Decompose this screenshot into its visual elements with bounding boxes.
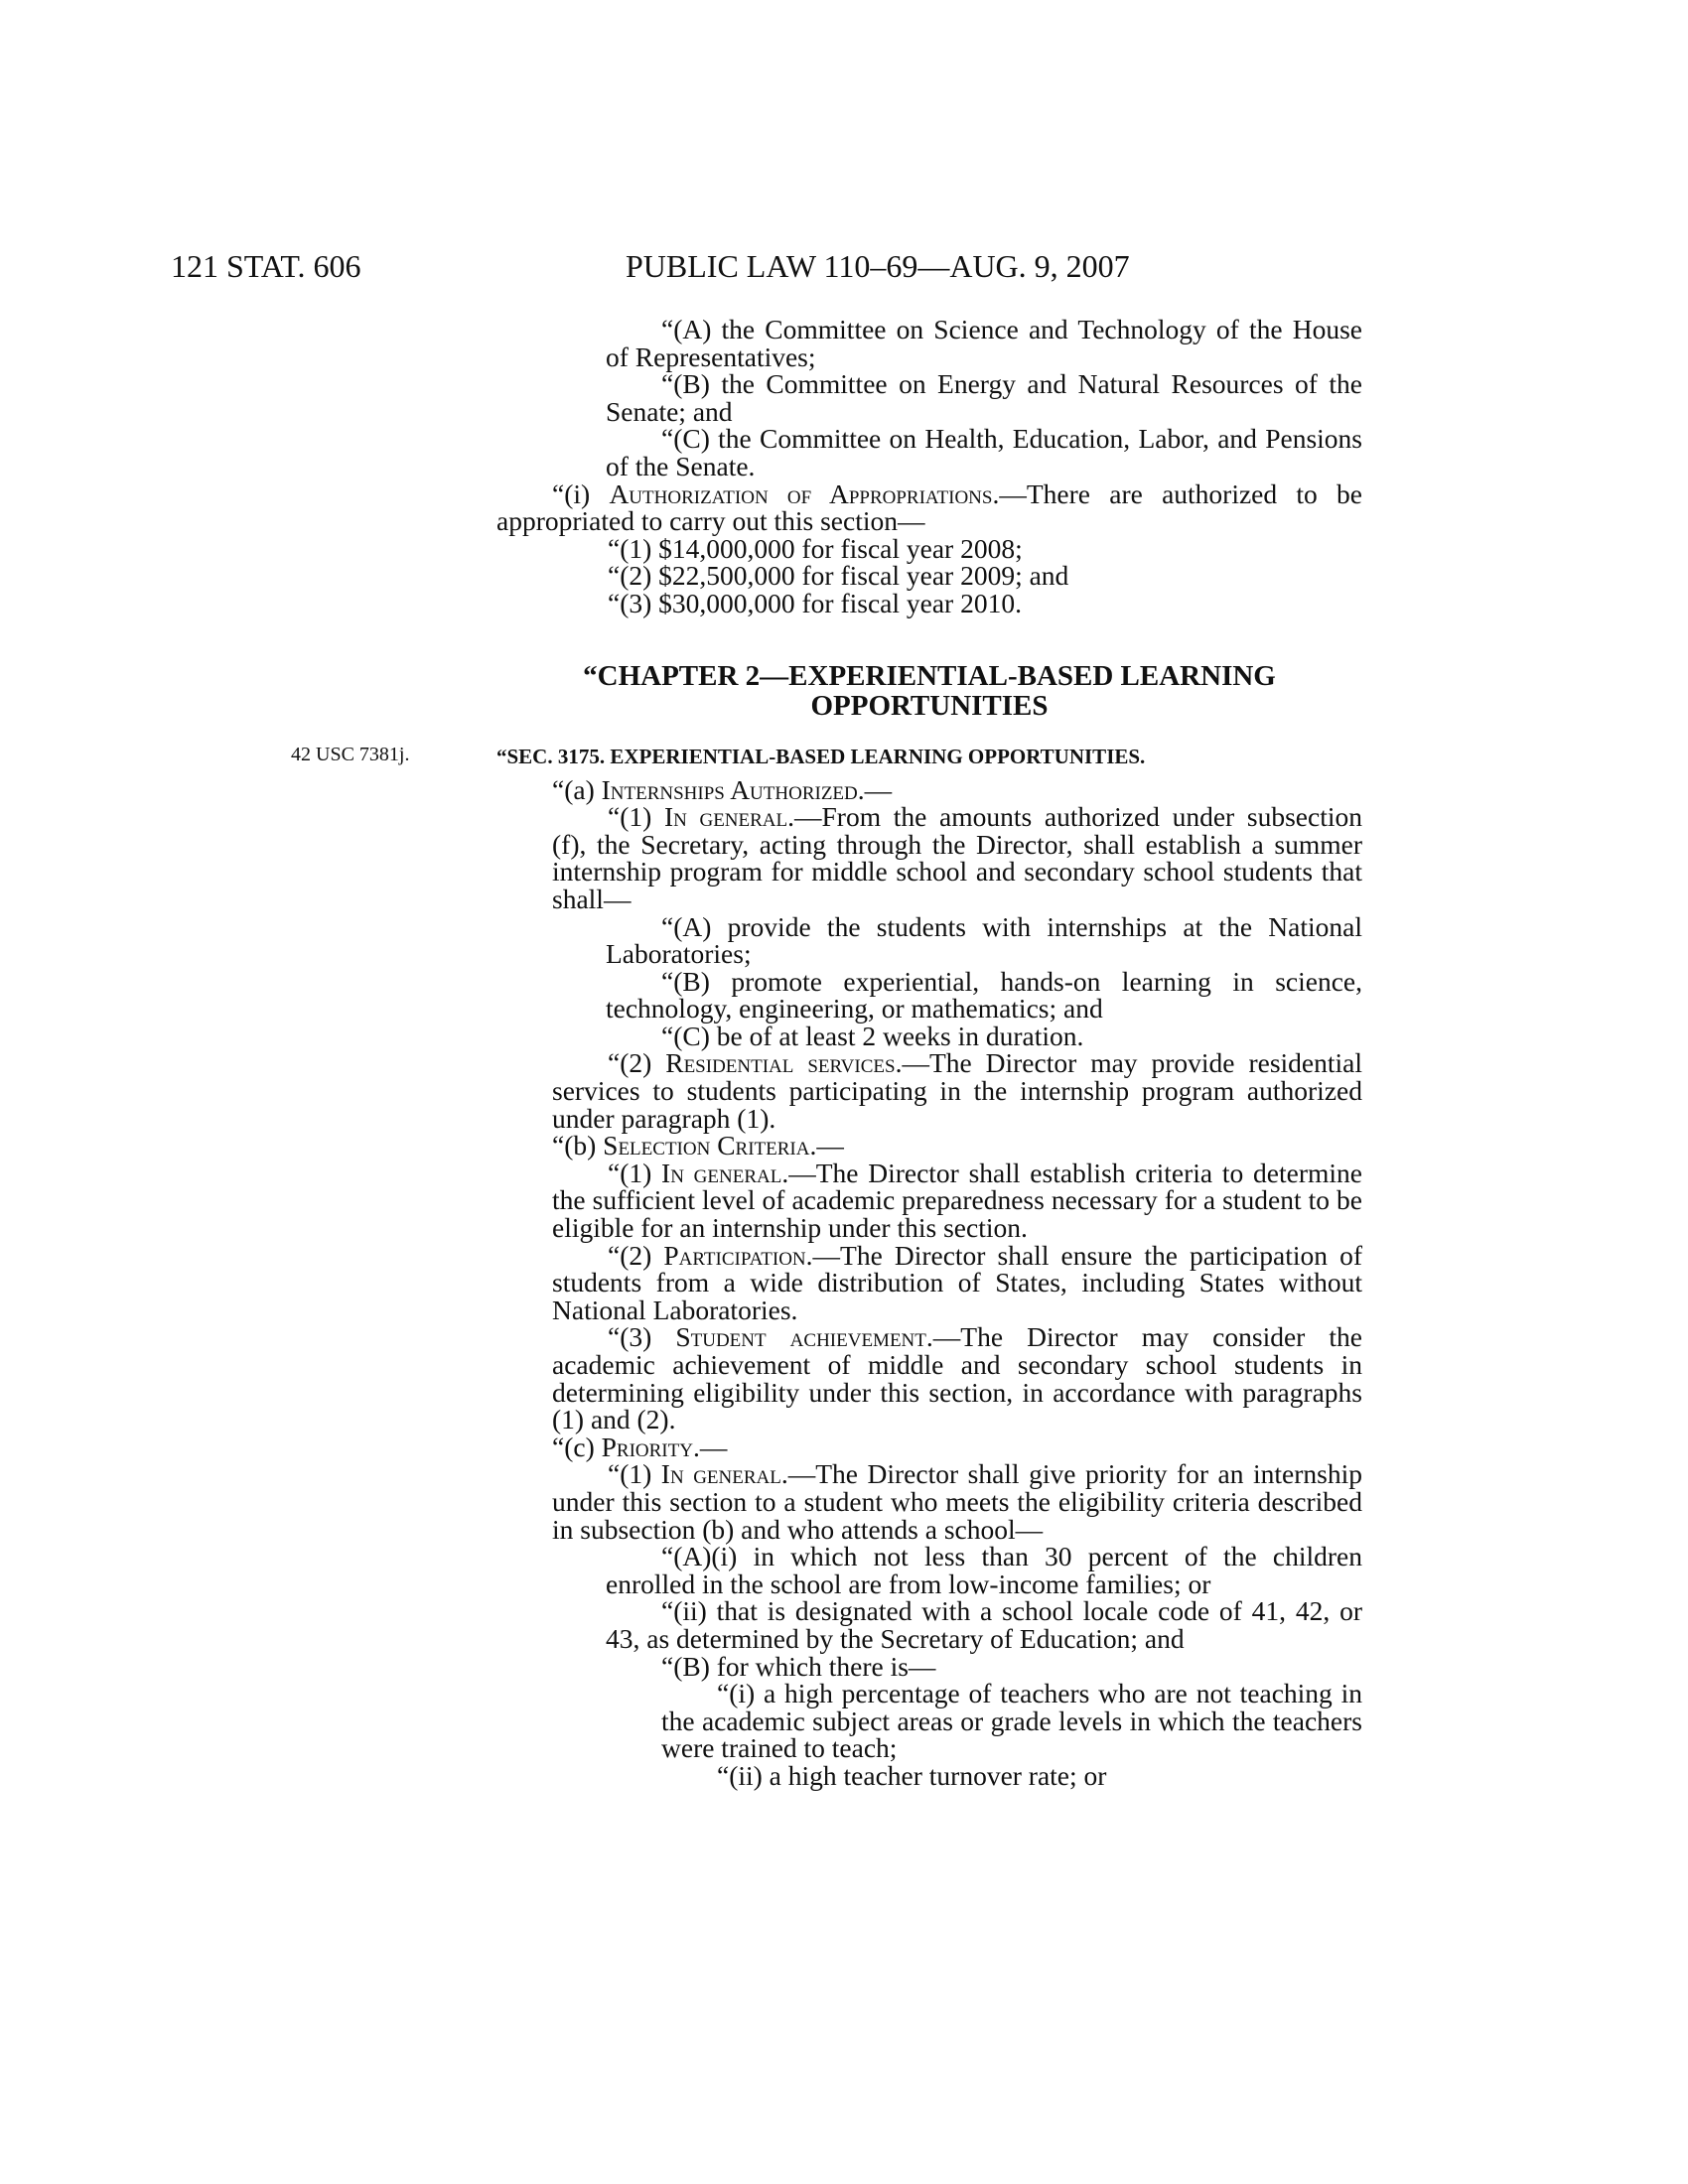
clause-c1-b-ii: “(ii) a high teacher turnover rate; or (717, 1759, 1107, 1791)
subsection-a-heading: “(a) Internships Authorized.— (552, 773, 893, 805)
authorization-heading: Authorization of Appropriations (609, 478, 993, 509)
paragraph-b3: “(3) Student achievement.—The Director may consider the academic achievement of middle and secondary school students in determining eligibility under this section, in accordance with paragraphs (1) and (2). (552, 1321, 1362, 1435)
authorization-paragraph: “(i) Authorization of Appropriations.—There are authorized to be appropriated to carry out this section— (496, 478, 1363, 537)
paragraph-b2: “(2) Participation.—The Director shall ensure the participation of students from a wide distribution of States, including States without National Laboratories. (552, 1239, 1362, 1325)
paragraph-a1-item: “(C) be of at least 2 weeks in duration. (661, 1020, 1084, 1051)
clause-c1-b-i: “(i) a high percentage of teachers who are not teaching in the academic subject areas or grade levels in which the teachers were trained to teach; (661, 1678, 1362, 1764)
clause-c1-b: “(B) for which there is— (661, 1650, 936, 1682)
paragraph-a1: “(1) In general.—From the amounts authorized under subsection (f), the Secretary, acting through the Director, shall establish a summer internship program for middle school and secondary school students that shall— (552, 801, 1362, 914)
paragraph-a1-item: “(A) provide the students with internships at the National Laboratories; (606, 910, 1362, 970)
appropriation-item: “(1) $14,000,000 for fiscal year 2008; (608, 532, 1023, 564)
committee-item-c: “(C) the Committee on Health, Education, Labor, and Pensions of the Senate. (606, 423, 1362, 481)
paragraph-c1: “(1) In general.—The Director shall give priority for an internship under this section to a student who meets the eligibility criteria described in subsection (b) and who attends a school— (552, 1458, 1362, 1545)
paragraph-a2: “(2) Residential services.—The Director may provide residential services to students participating in the internship program authorized under paragraph (1). (552, 1047, 1362, 1134)
paragraph-b1: “(1) In general.—The Director shall establish criteria to determine the sufficient level of academic preparedness necessary for a student to be eligible for an internship under this section. (552, 1157, 1362, 1244)
document-body (496, 316, 1362, 1790)
margin-citation: 42 USC 7381j. (291, 744, 410, 765)
section-heading: “SEC. 3175. EXPERIENTIAL-BASED LEARNING OPPORTUNITIES. (496, 744, 1146, 768)
clause-c1-a-i: “(A)(i) in which not less than 30 percent of the children enrolled in the school are from low-income families; or (606, 1541, 1362, 1599)
page-reference: 121 STAT. 606 (171, 248, 361, 284)
appropriation-item: “(3) $30,000,000 for fiscal year 2010. (608, 587, 1022, 618)
page-title: PUBLIC LAW 110–69—AUG. 9, 2007 (626, 248, 1130, 284)
chapter-heading: “CHAPTER 2—EXPERIENTIAL-BASED LEARNING OPPORTUNITIES (583, 659, 1276, 722)
subsection-b-heading: “(b) Selection Criteria.— (552, 1130, 844, 1161)
subsection-c-heading: “(c) Priority.— (552, 1431, 728, 1462)
paragraph-a1-item: “(B) promote experiential, hands-on learning in science, technology, engineering, or mathematics; and (606, 965, 1362, 1024)
committee-item-b: “(B) the Committee on Energy and Natural Resources of the Senate; and (606, 368, 1362, 427)
clause-c1-a-ii: “(ii) that is designated with a school locale code of 41, 42, or 43, as determined by the Secretary of Education; and (606, 1595, 1362, 1654)
committee-item-a: “(A) the Committee on Science and Technology of the House of Representatives; (606, 314, 1362, 372)
appropriation-item: “(2) $22,500,000 for fiscal year 2009; and (608, 560, 1069, 592)
